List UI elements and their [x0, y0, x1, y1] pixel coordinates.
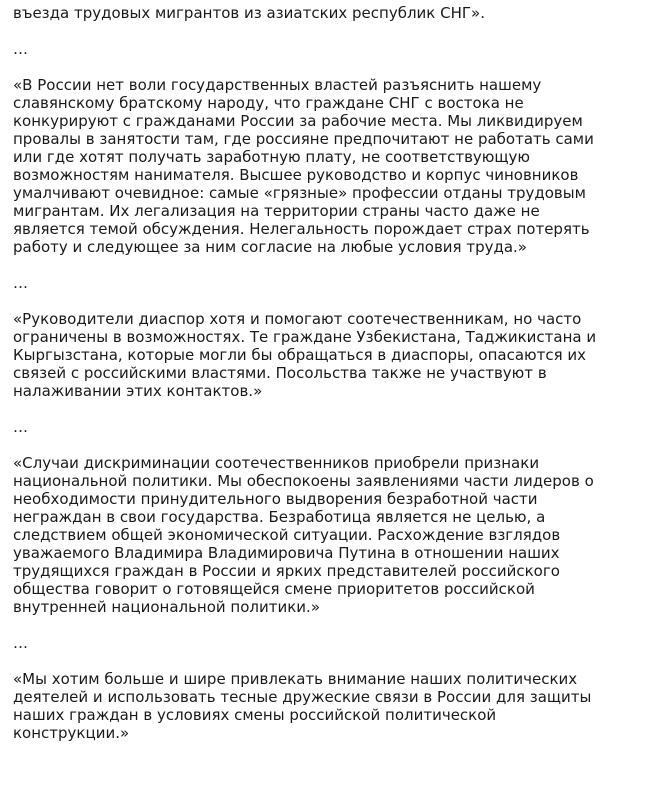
quote-paragraph: «Руководители диаспор хотя и помогают соотечественникам, но часто ограничены в возможностях. Те граждане Узбекистана, Таджикистана и Кыргызстана, которые могли бы обращаться в диаспоры, опасаются их связей с российскими властями. Посольства также не участвуют в налаживании этих контактов.» — [13, 310, 597, 400]
ellipsis-separator: … — [13, 634, 28, 652]
paragraph-gap — [13, 400, 643, 418]
paragraph-gap — [13, 292, 643, 310]
paragraph-intro-tail: въезда трудовых мигрантов из азиатских республик СНГ». — [13, 4, 485, 22]
paragraph-gap — [13, 58, 643, 76]
quote-paragraph: «Мы хотим больше и шире привлекать внимание наших политических деятелей и использовать тесные дружеские связи в России для защиты наших граждан в условиях смены российской политической конструкции.» — [13, 670, 592, 742]
ellipsis-separator: … — [13, 40, 28, 58]
paragraph-gap — [13, 256, 643, 274]
paragraph-gap — [13, 22, 643, 40]
ellipsis-separator: … — [13, 418, 28, 436]
quote-paragraph: «Случаи дискриминации соотечественников приобрели признаки национальной политики. Мы обеспокоены заявлениями части лидеров о необходимости принудительного выдворения безработной части неграждан в свои государства. Безработица является не целью, а следствием общей экономической ситуации. Расхождение взглядов уважаемого Владимира Владимировича Путина в отношении наших трудящихся граждан в России и ярких представителей российского общества говорит о готовящейся смене приоритетов российской внутренней национальной политики.» — [13, 454, 594, 616]
quote-paragraph: «В России нет воли государственных властей разъяснить нашему славянскому братскому народу, что граждане СНГ с востока не конкурируют с гражданами России за рабочие места. Мы ликвидируем провалы в занятости там, где россияне предпочитают не работать сами или где хотят получать заработную плату, не соответствующую возможностям нанимателя. Высшее руководство и корпус чиновников умалчивают очевидное: самые «грязные» профессии отданы трудовым мигрантам. Их легализация на территории страны часто даже не является темой обсуждения. Нелегальность порождает страх потерять работу и следующее за ним согласие на любые условия труда.» — [13, 76, 594, 256]
paragraph-gap — [13, 652, 643, 670]
document-body — [13, 4, 643, 742]
paragraph-gap — [13, 436, 643, 454]
ellipsis-separator: … — [13, 274, 28, 292]
paragraph-gap — [13, 616, 643, 634]
